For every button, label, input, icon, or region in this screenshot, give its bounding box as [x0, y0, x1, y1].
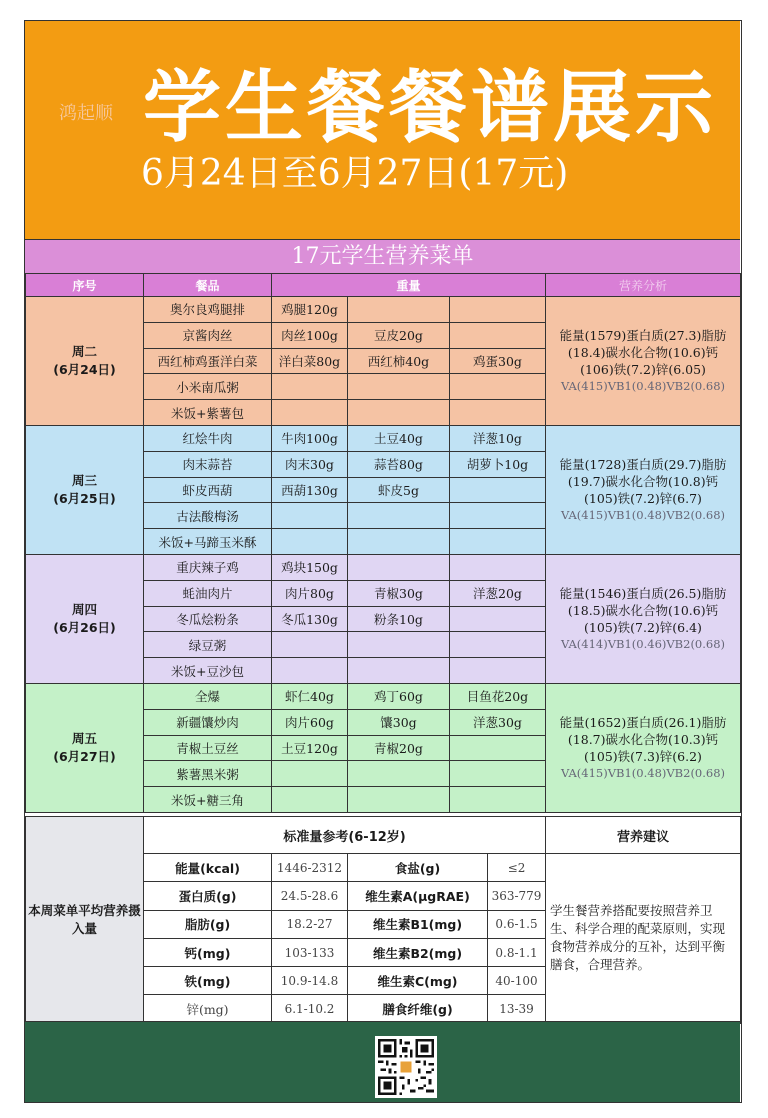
nutrient-range: 18.2-27: [272, 910, 348, 938]
dish-name: 重庆辣子鸡: [144, 554, 272, 580]
day-date: (6月27日): [53, 748, 116, 764]
dish-name: 奥尔良鸡腿排: [144, 297, 272, 323]
ingredient-weight: [450, 735, 546, 761]
menu-table: [25, 273, 741, 813]
ingredient-weight: 洋葱10g: [450, 425, 546, 451]
day-name: 周五: [71, 730, 97, 746]
intake-header-row: [26, 817, 741, 854]
day-date: (6月25日): [53, 490, 116, 506]
ingredient-weight: [450, 658, 546, 684]
menu-row: [26, 554, 741, 580]
ingredient-weight: 肉片60g: [272, 709, 348, 735]
standard-reference-header: 标准量参考(6-12岁): [144, 817, 546, 854]
ingredient-weight: [450, 400, 546, 426]
ingredient-weight: [348, 374, 450, 400]
ingredient-weight: [348, 658, 450, 684]
ingredient-weight: [348, 400, 450, 426]
ingredient-weight: [450, 503, 546, 529]
nutrition-values: 能量(1728)蛋白质(29.7)脂肪(19.7)碳水化合物(10.8)钙(105)铁(7.2)锌(6.7): [559, 456, 727, 506]
nutrition-values: 能量(1579)蛋白质(27.3)脂肪(18.4)碳水化合物(10.6)钙(106)铁(7.2)锌(6.05): [559, 327, 727, 377]
ingredient-weight: [348, 787, 450, 813]
dish-name: 新疆馕炒肉: [144, 709, 272, 735]
nutrient-label: 能量(kcal): [144, 854, 272, 882]
dish-name: 古法酸梅汤: [144, 503, 272, 529]
day-date: (6月24日): [53, 361, 116, 377]
day-name: 周二: [71, 343, 97, 359]
nutrient-label: 钙(mg): [144, 938, 272, 966]
dish-name: 紫薯黑米粥: [144, 761, 272, 787]
ingredient-weight: 肉丝100g: [272, 322, 348, 348]
nutrition-analysis: [546, 425, 741, 554]
ingredient-weight: [348, 554, 450, 580]
ingredient-weight: [272, 400, 348, 426]
ingredient-weight: 土豆120g: [272, 735, 348, 761]
ingredient-weight: 西红柿40g: [348, 348, 450, 374]
day-label: [26, 425, 144, 554]
vitamin-values: VA(414)VB1(0.46)VB2(0.68): [560, 636, 726, 651]
ingredient-weight: 冬瓜130g: [272, 606, 348, 632]
nutrient-label: 铁(mg): [144, 967, 272, 995]
ingredient-weight: 青椒30g: [348, 580, 450, 606]
dish-name: 米饭+紫薯包: [144, 400, 272, 426]
nutrient-range: 0.8-1.1: [488, 938, 546, 966]
dish-name: 虾皮西葫: [144, 477, 272, 503]
nutrient-range: 103-133: [272, 938, 348, 966]
day-label: [26, 297, 144, 426]
menu-header-row: [26, 274, 741, 297]
day-label: [26, 554, 144, 683]
nutrition-analysis: [546, 554, 741, 683]
date-range: 6月24日至6月27日(17元): [141, 153, 569, 194]
ingredient-weight: [272, 503, 348, 529]
nutrition-values: 能量(1546)蛋白质(26.5)脂肪(18.5)碳水化合物(10.6)钙(105)铁(7.2)锌(6.4): [559, 585, 727, 635]
day-label: [26, 683, 144, 812]
dish-name: 米饭+豆沙包: [144, 658, 272, 684]
intake-table: [25, 816, 741, 1024]
nutrient-label: 膳食纤维(g): [348, 995, 488, 1023]
nutrient-range: ≤2: [488, 854, 546, 882]
menu-row: [26, 425, 741, 451]
ingredient-weight: 洋白菜80g: [272, 348, 348, 374]
ingredient-weight: 虾皮5g: [348, 477, 450, 503]
header-banner: [25, 21, 740, 239]
nutrient-range: 363-779: [488, 882, 546, 910]
ingredient-weight: 目鱼花20g: [450, 683, 546, 709]
ingredient-weight: [450, 322, 546, 348]
ingredient-weight: 西葫130g: [272, 477, 348, 503]
dish-name: 小米南瓜粥: [144, 374, 272, 400]
nutrient-range: 13-39: [488, 995, 546, 1023]
ingredient-weight: [450, 374, 546, 400]
ingredient-weight: [272, 374, 348, 400]
ingredient-weight: 胡萝卜10g: [450, 451, 546, 477]
day-name: 周三: [71, 472, 97, 488]
nutrition-analysis: [546, 297, 741, 426]
advice-header: 营养建议: [546, 817, 741, 854]
ingredient-weight: 鸡腿120g: [272, 297, 348, 323]
nutrient-range: 6.1-10.2: [272, 995, 348, 1023]
nutrient-label: 维生素A(μgRAE): [348, 882, 488, 910]
ingredient-weight: 肉片80g: [272, 580, 348, 606]
ingredient-weight: [450, 606, 546, 632]
menu-row: [26, 297, 741, 323]
ingredient-weight: 牛肉100g: [272, 425, 348, 451]
vitamin-values: VA(415)VB1(0.48)VB2(0.68): [560, 765, 726, 780]
ingredient-weight: 土豆40g: [348, 425, 450, 451]
intake-side-label: 本周菜单平均营养摄入量: [26, 817, 144, 1024]
day-name: 周四: [71, 601, 97, 617]
ingredient-weight: [272, 761, 348, 787]
ingredient-weight: 鸡蛋30g: [450, 348, 546, 374]
ingredient-weight: [450, 529, 546, 555]
col-header-dish: 餐品: [144, 274, 272, 297]
col-header-nutrition: 营养分析: [546, 274, 741, 297]
dish-name: 冬瓜烩粉条: [144, 606, 272, 632]
nutrient-label: 维生素B1(mg): [348, 910, 488, 938]
nutrition-analysis: [546, 683, 741, 812]
ingredient-weight: [272, 787, 348, 813]
ingredient-weight: [272, 632, 348, 658]
vitamin-values: VA(415)VB1(0.48)VB2(0.68): [560, 378, 726, 393]
ingredient-weight: 肉末30g: [272, 451, 348, 477]
ingredient-weight: 鸡块150g: [272, 554, 348, 580]
day-date: (6月26日): [53, 619, 116, 635]
dish-name: 米饭+糖三角: [144, 787, 272, 813]
ingredient-weight: [272, 658, 348, 684]
dish-name: 红烩牛肉: [144, 425, 272, 451]
page-title: 学生餐餐谱展示: [143, 62, 718, 153]
menu-row: [26, 683, 741, 709]
ingredient-weight: [450, 554, 546, 580]
ingredient-weight: 馕30g: [348, 709, 450, 735]
ingredient-weight: [272, 529, 348, 555]
brand-name: 鸿起顺: [59, 103, 113, 124]
dish-name: 西红柿鸡蛋洋白菜: [144, 348, 272, 374]
col-header-index: 序号: [26, 274, 144, 297]
ingredient-weight: [348, 761, 450, 787]
nutrient-label: 维生素C(mg): [348, 967, 488, 995]
footer-bar: [25, 1021, 740, 1102]
vitamin-values: VA(415)VB1(0.48)VB2(0.68): [560, 507, 726, 522]
ingredient-weight: [348, 503, 450, 529]
dish-name: 全爆: [144, 683, 272, 709]
dish-name: 米饭+马蹄玉米酥: [144, 529, 272, 555]
ingredient-weight: [450, 297, 546, 323]
dish-name: 京酱肉丝: [144, 322, 272, 348]
qr-code-icon: [375, 1036, 437, 1098]
nutrient-label: 锌(mg): [144, 995, 272, 1023]
nutrient-range: 24.5-28.6: [272, 882, 348, 910]
menu-poster: [24, 20, 742, 1103]
dish-name: 绿豆粥: [144, 632, 272, 658]
nutrient-range: 10.9-14.8: [272, 967, 348, 995]
ingredient-weight: [450, 632, 546, 658]
ingredient-weight: 洋葱20g: [450, 580, 546, 606]
nutrition-values: 能量(1652)蛋白质(26.1)脂肪(18.7)碳水化合物(10.3)钙(105)铁(7.3)锌(6.2): [559, 714, 727, 764]
nutrient-range: 40-100: [488, 967, 546, 995]
menu-title: 17元学生营养菜单: [25, 239, 740, 273]
ingredient-weight: [348, 632, 450, 658]
nutrient-label: 蛋白质(g): [144, 882, 272, 910]
col-header-weight: 重量: [272, 274, 546, 297]
nutrition-advice: 学生餐营养搭配要按照营养卫生、科学合理的配菜原则，实现食物营养成分的互补，达到平衡膳食，合理营养。: [546, 854, 741, 1024]
ingredient-weight: 蒜苔80g: [348, 451, 450, 477]
ingredient-weight: 洋葱30g: [450, 709, 546, 735]
ingredient-weight: 豆皮20g: [348, 322, 450, 348]
dish-name: 青椒土豆丝: [144, 735, 272, 761]
nutrient-label: 维生素B2(mg): [348, 938, 488, 966]
ingredient-weight: [450, 477, 546, 503]
ingredient-weight: [348, 297, 450, 323]
dish-name: 蚝油肉片: [144, 580, 272, 606]
ingredient-weight: [450, 761, 546, 787]
ingredient-weight: 虾仁40g: [272, 683, 348, 709]
ingredient-weight: 鸡丁60g: [348, 683, 450, 709]
ingredient-weight: 粉条10g: [348, 606, 450, 632]
ingredient-weight: 青椒20g: [348, 735, 450, 761]
ingredient-weight: [450, 787, 546, 813]
nutrient-range: 0.6-1.5: [488, 910, 546, 938]
nutrient-label: 食盐(g): [348, 854, 488, 882]
nutrient-label: 脂肪(g): [144, 910, 272, 938]
dish-name: 肉末蒜苔: [144, 451, 272, 477]
nutrient-range: 1446-2312: [272, 854, 348, 882]
ingredient-weight: [348, 529, 450, 555]
